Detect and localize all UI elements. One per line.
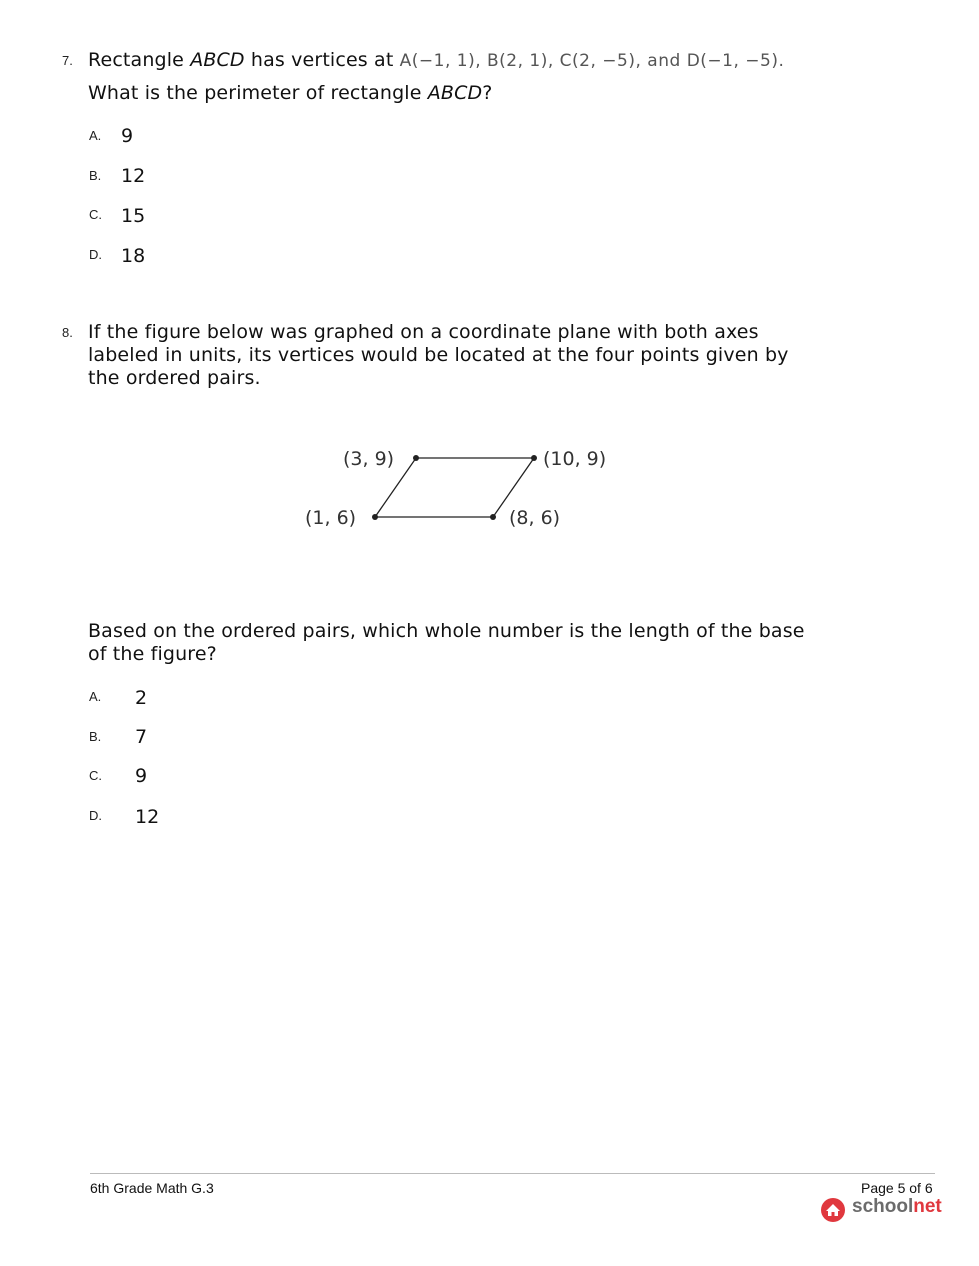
q7-text: Rectangle — [88, 49, 191, 71]
q8-intro-line1: If the figure below was graphed on a coordinate plane with both axes — [88, 321, 759, 343]
q7-option-d[interactable]: 18 — [121, 245, 146, 267]
label-8-6: (8, 6) — [509, 507, 561, 529]
q8-option-a-letter: A. — [89, 689, 102, 704]
q7-stem-line1 — [88, 49, 784, 73]
logo-word-net: net — [913, 1196, 942, 1217]
q8-option-c-letter: C. — [89, 768, 102, 783]
q7-rect-name-2: ABCD — [427, 82, 483, 104]
page-number: Page 5 of 6 — [861, 1180, 933, 1196]
q7-option-a[interactable]: 9 — [121, 125, 134, 147]
q8-option-d[interactable]: 12 — [135, 806, 160, 828]
footer-title: 6th Grade Math G.3 — [90, 1180, 214, 1196]
q7-rect-name: ABCD — [190, 49, 245, 71]
q8-prompt-line2: of the figure? — [88, 643, 217, 665]
q7-stem-line2 — [88, 82, 493, 105]
q7-question: What is the perimeter of rectangle — [88, 82, 428, 104]
q7-option-c-letter: C. — [89, 207, 102, 222]
q8-option-b-letter: B. — [89, 729, 102, 744]
vertex-dot-8-6 — [490, 514, 496, 520]
q7-qmark: ? — [482, 82, 493, 104]
q8-option-b[interactable]: 7 — [135, 726, 148, 748]
q8-option-d-letter: D. — [89, 808, 102, 823]
q8-prompt-line1: Based on the ordered pairs, which whole number is the length of the base — [88, 620, 805, 642]
schoolnet-logo — [821, 1196, 942, 1222]
q7-option-c[interactable]: 15 — [121, 205, 146, 227]
q7-option-b[interactable]: 12 — [121, 165, 146, 187]
q8-number: 8. — [62, 325, 73, 340]
vertex-dot-3-9 — [413, 455, 419, 461]
label-1-6: (1, 6) — [305, 507, 357, 529]
parallelogram-figure — [300, 440, 620, 540]
q7-text-mid: has vertices at — [244, 49, 400, 71]
label-3-9: (3, 9) — [343, 448, 395, 470]
q7-option-d-letter: D. — [89, 247, 102, 262]
label-10-9: (10, 9) — [543, 448, 607, 470]
q7-vertices: A(−1, 1), B(2, 1), C(2, −5), and D(−1, −5). — [399, 51, 785, 71]
vertex-dot-10-9 — [531, 455, 537, 461]
q8-intro-line3: the ordered pairs. — [88, 367, 261, 389]
schoolnet-house-icon — [821, 1197, 847, 1223]
q8-option-a[interactable]: 2 — [135, 687, 148, 709]
q7-option-a-letter: A. — [89, 128, 102, 143]
q8-option-c[interactable]: 9 — [135, 765, 148, 787]
q8-intro-line2: labeled in units, its vertices would be located at the four points given by — [88, 344, 789, 366]
q7-option-b-letter: B. — [89, 168, 102, 183]
vertex-dot-1-6 — [372, 514, 378, 520]
q7-number: 7. — [62, 53, 73, 68]
footer-divider — [90, 1173, 935, 1174]
logo-word-school: school — [852, 1196, 914, 1217]
